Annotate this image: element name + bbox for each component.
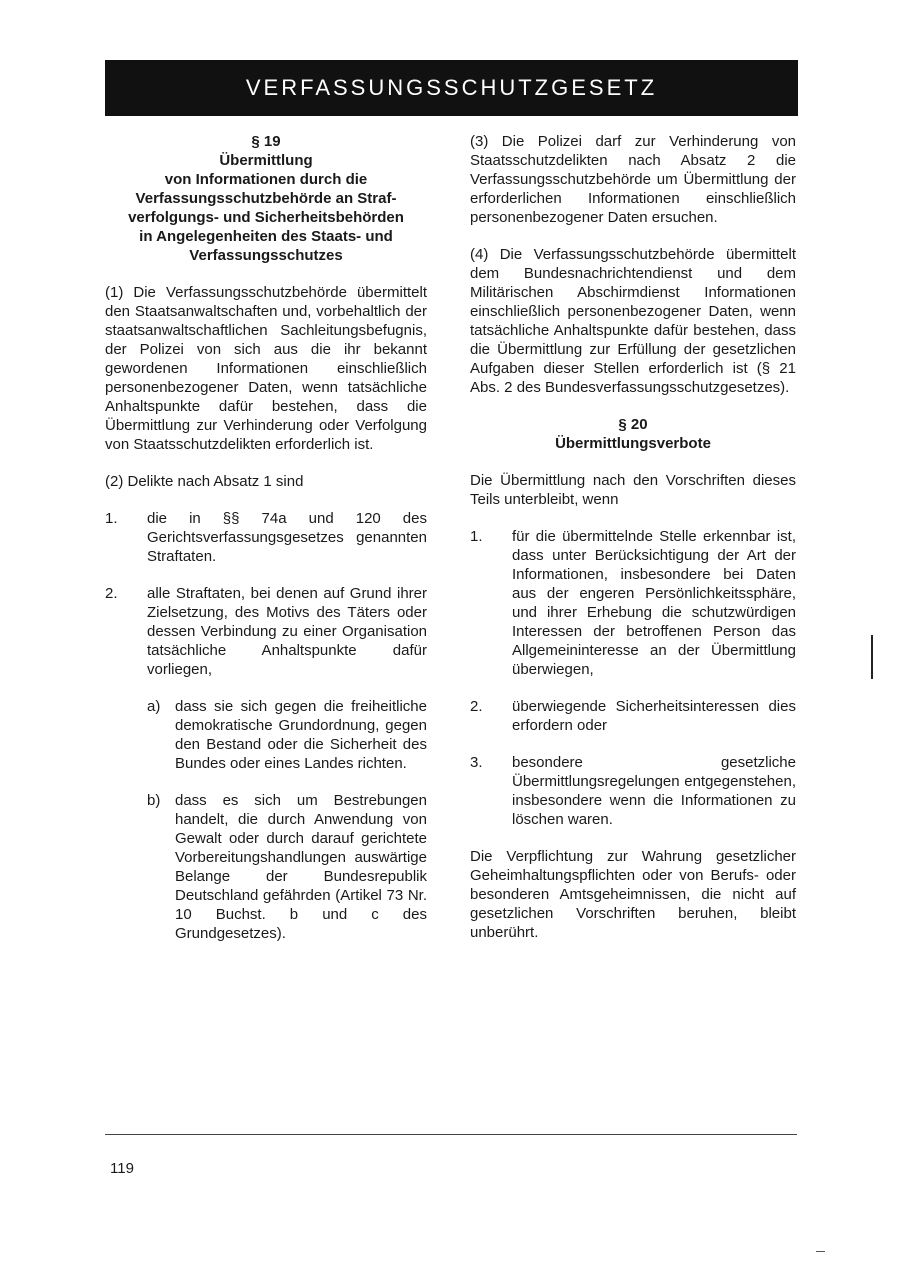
list-number: 3. (470, 754, 483, 771)
page-header-banner (105, 60, 798, 116)
sub-list-item (147, 697, 427, 773)
header-title: VERFASSUNGSSCHUTZGESETZ (245, 75, 658, 100)
sub-list-item (147, 791, 427, 943)
section-20-heading (470, 415, 796, 453)
footer-divider (105, 1134, 797, 1135)
paragraph-3: (3) Die Polizei darf zur Verhinderung von Staatsschutzdelikten nach Absatz 2 die Verfassungsschutzbehörde um Übermittlung der erforderlichen Informationen einschließlich personenbezogener Daten ersuchen. (470, 133, 796, 226)
list-number: 2. (470, 698, 483, 715)
heading-line: verfolgungs- und Sicherheitsbehörden (128, 209, 404, 226)
list-number: 2. (105, 585, 118, 602)
heading-line: Übermittlungsverbote (555, 435, 711, 452)
sub-list-text: dass sie sich gegen die freiheitliche demokratische Grundordnung, gegen den Bestand oder die Sicherheit des Bundes oder eines Landes richten. (175, 698, 427, 772)
list-text: überwiegende Sicherheitsinteressen dies erfordern oder (512, 698, 796, 734)
right-column (470, 132, 796, 942)
heading-line: in Angelegenheiten des Staats- und (139, 228, 393, 245)
list-item (105, 509, 427, 566)
list-number: 1. (470, 528, 483, 545)
list-item (470, 527, 796, 679)
list-text: alle Straftaten, bei denen auf Grund ihrer Zielsetzung, des Motivs des Täters oder dessen Verbindung zu einer Organisation tatsächliche Anhaltspunkte dafür vorliegen, (147, 585, 427, 678)
sub-list-letter: b) (147, 792, 161, 809)
heading-line: § 19 (251, 133, 281, 150)
list-item (105, 584, 427, 679)
section-20-intro: Die Übermittlung nach den Vorschriften dieses Teils unterbleibt, wenn (470, 472, 796, 508)
heading-line: von Informationen durch die (164, 171, 368, 188)
heading-line: Übermittlung (219, 152, 313, 169)
heading-line: Verfassungsschutzbehörde an Straf- (135, 190, 397, 207)
page-number: 119 (110, 1160, 134, 1177)
paragraph-2: (2) Delikte nach Absatz 1 sind (105, 473, 304, 490)
list-item (470, 753, 796, 829)
section-19-heading (105, 132, 427, 265)
paragraph-1: (1) Die Verfassungsschutzbehörde übermittelt den Staatsanwaltschaften und, vorbehaltlich der staatsanwaltschaftlichen Sachleitungsbefugnis, der Polizei von sich aus die ihr bekannt gewordenen Informationen einschließlich personenbezogener Daten, wenn tatsächliche Anhaltspunkte dafür bestehen, dass die Übermittlung zur Verhinderung oder Verfolgung von Staatsschutzdelikten erforderlich ist. (105, 284, 427, 453)
left-column (105, 132, 427, 943)
margin-change-bar (871, 635, 873, 679)
list-number: 1. (105, 510, 118, 527)
heading-line: Verfassungsschutzes (189, 247, 343, 264)
sub-list-letter: a) (147, 698, 161, 715)
corner-mark (816, 1251, 825, 1252)
list-item (470, 697, 796, 735)
heading-line: § 20 (618, 416, 648, 433)
closing-paragraph: Die Verpflichtung zur Wahrung gesetzlicher Geheimhaltungspflichten oder von Berufs- oder besonderen Amtsgeheimnissen, die nicht auf gesetzlichen Vorschriften beruhen, bleibt unberührt. (470, 848, 796, 941)
list-text: für die übermittelnde Stelle erkennbar ist, dass unter Berücksichtigung der Art der Informationen, insbesondere bei Daten aus der engeren Persönlichkeitssphäre, und ihrer Erhebung die schutzwürdigen Interessen der betroffenen Person das Allgemeininteresse an der Übermittlung überwiegen, (512, 528, 796, 678)
sub-list-text: dass es sich um Bestrebungen handelt, die durch Anwendung von Gewalt oder durch darauf gerichtete Vorbereitungshandlungen auswärtige Belange der Bundesrepublik Deutschland gefährden (Artikel 73 Nr. 10 Buchst. b und c des Grundgesetzes). (175, 792, 427, 942)
paragraph-4: (4) Die Verfassungsschutzbehörde übermittelt dem Bundesnachrichtendienst und dem Militärischen Abschirmdienst Informationen einschließlich personenbezogener Daten, wenn tatsächliche Anhaltspunkte dafür bestehen, dass die Übermittlung zur Erfüllung der gesetzlichen Aufgaben dieser Stellen erforderlich ist (§ 21 Abs. 2 des Bundesverfassungsschutzgesetzes). (470, 246, 796, 396)
list-text: die in §§ 74a und 120 des Gerichtsverfassungsgesetzes genannten Straftaten. (147, 510, 427, 565)
list-text: besondere gesetzliche Übermittlungsregelungen entgegenstehen, insbesondere wenn die Informationen zu löschen waren. (512, 754, 796, 828)
